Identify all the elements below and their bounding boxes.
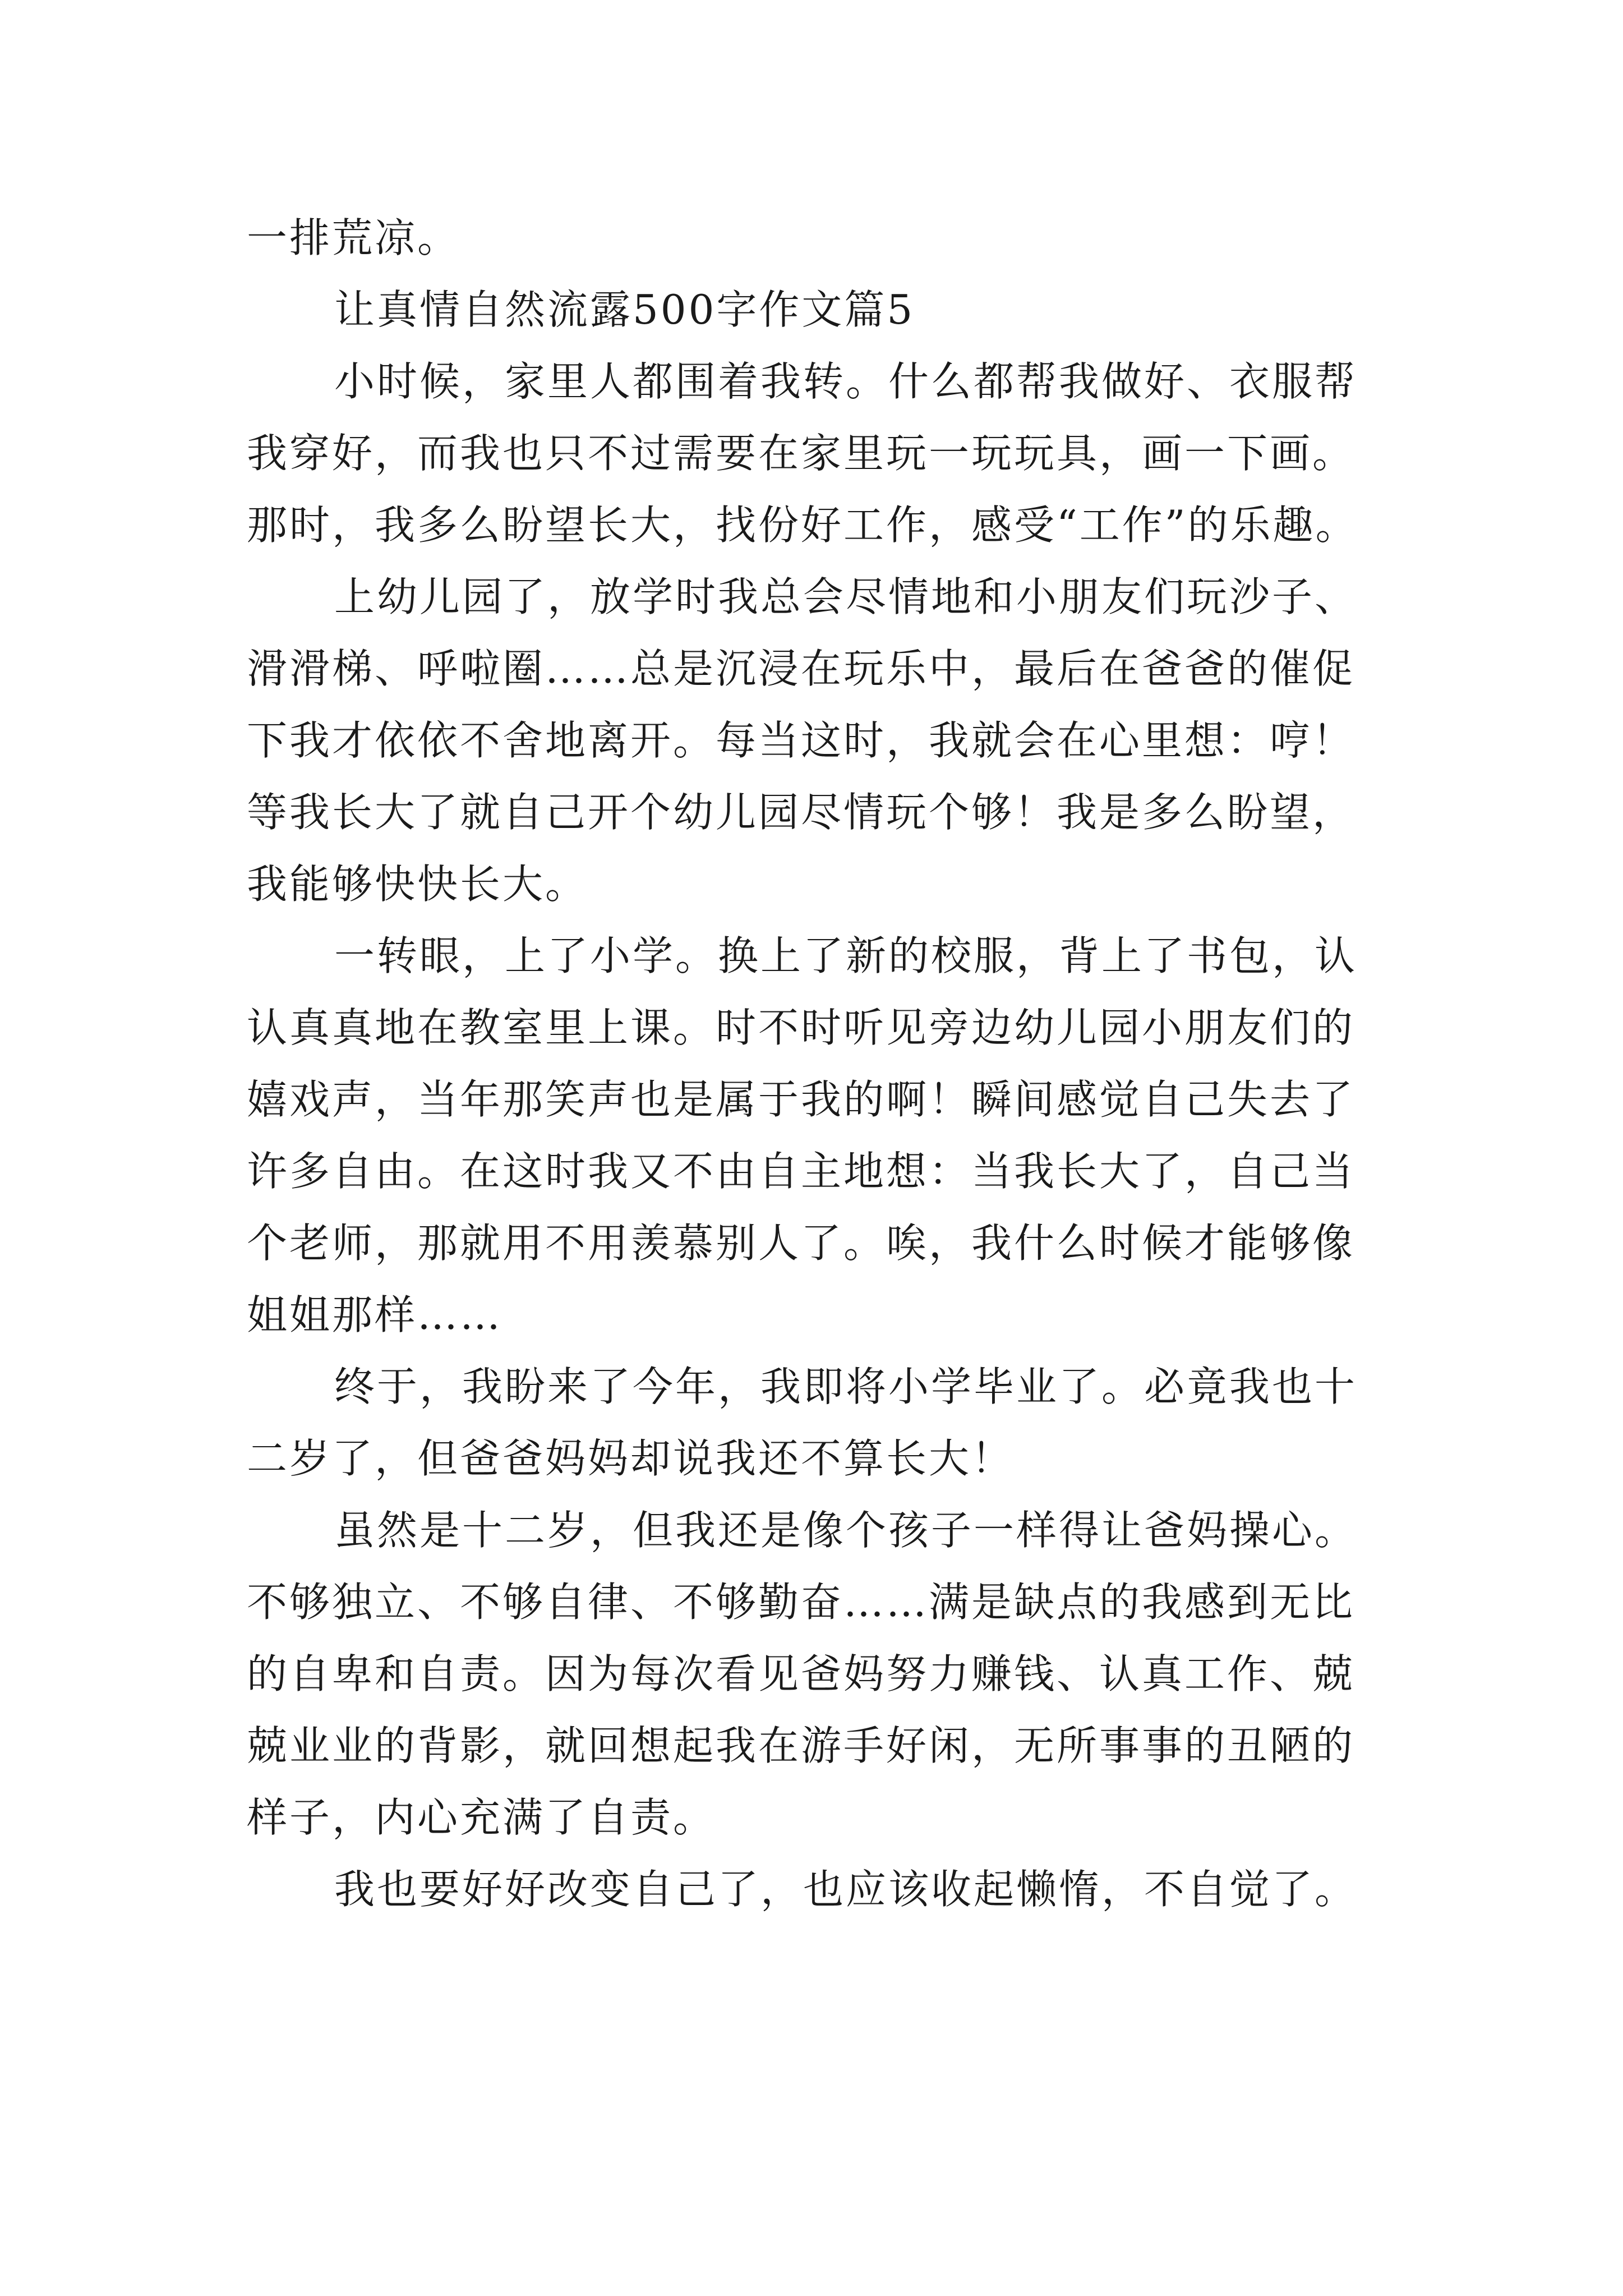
text-line: 二岁了，但爸爸妈妈却说我还不算长大！ [247,1435,1015,1482]
text-line: 那时，我多么盼望长大，找份好工作，感受“工作”的乐趣。 [247,501,1358,549]
text-line: 嬉戏声，当年那笑声也是属于我的啊！瞬间感觉自己失去了 [247,1076,1355,1123]
text-line: 姐姐那样…… [247,1291,503,1338]
text-line: 我能够快快长大。 [247,861,588,908]
text-line: 一转眼，上了小学。换上了新的校服，背上了书包，认 [334,932,1358,979]
text-line: 样子，内心充满了自责。 [247,1794,716,1841]
text-line: 认真真地在教室里上课。时不时听见旁边幼儿园小朋友们的 [247,1004,1355,1051]
text-line: 一排荒凉。 [247,214,460,261]
text-line: 我也要好好改变自己了，也应该收起懒惰，不自觉了。 [334,1866,1358,1913]
text-line: 不够独立、不够自律、不够勤奋……满是缺点的我感到无比 [247,1579,1355,1626]
text-line: 许多自由。在这时我又不由自主地想：当我长大了，自己当 [247,1148,1355,1195]
text-line: 个老师，那就用不用羡慕别人了。唉，我什么时候才能够像 [247,1220,1355,1267]
text-line: 我穿好，而我也只不过需要在家里玩一玩玩具，画一下画。 [247,430,1355,477]
text-line: 上幼儿园了，放学时我总会尽情地和小朋友们玩沙子、 [334,573,1358,620]
text-line: 的自卑和自责。因为每次看见爸妈努力赚钱、认真工作、兢 [247,1650,1355,1697]
text-line: 兢业业的背影，就回想起我在游手好闲，无所事事的丑陋的 [247,1722,1355,1769]
text-line: 等我长大了就自己开个幼儿园尽情玩个够！我是多么盼望， [247,789,1355,836]
text-line: 小时候，家里人都围着我转。什么都帮我做好、衣服帮 [334,358,1358,405]
text-line: 下我才依依不舍地离开。每当这时，我就会在心里想：哼！ [247,717,1355,764]
text-line: 虽然是十二岁，但我还是像个孩子一样得让爸妈操心。 [334,1507,1358,1554]
text-line: 滑滑梯、呼啦圈……总是沉浸在玩乐中，最后在爸爸的催促 [247,645,1355,692]
essay-body [247,202,1413,1925]
text-line: 终于，我盼来了今年，我即将小学毕业了。必竟我也十 [334,1363,1358,1410]
essay-heading: 让真情自然流露500字作文篇5 [334,286,915,333]
